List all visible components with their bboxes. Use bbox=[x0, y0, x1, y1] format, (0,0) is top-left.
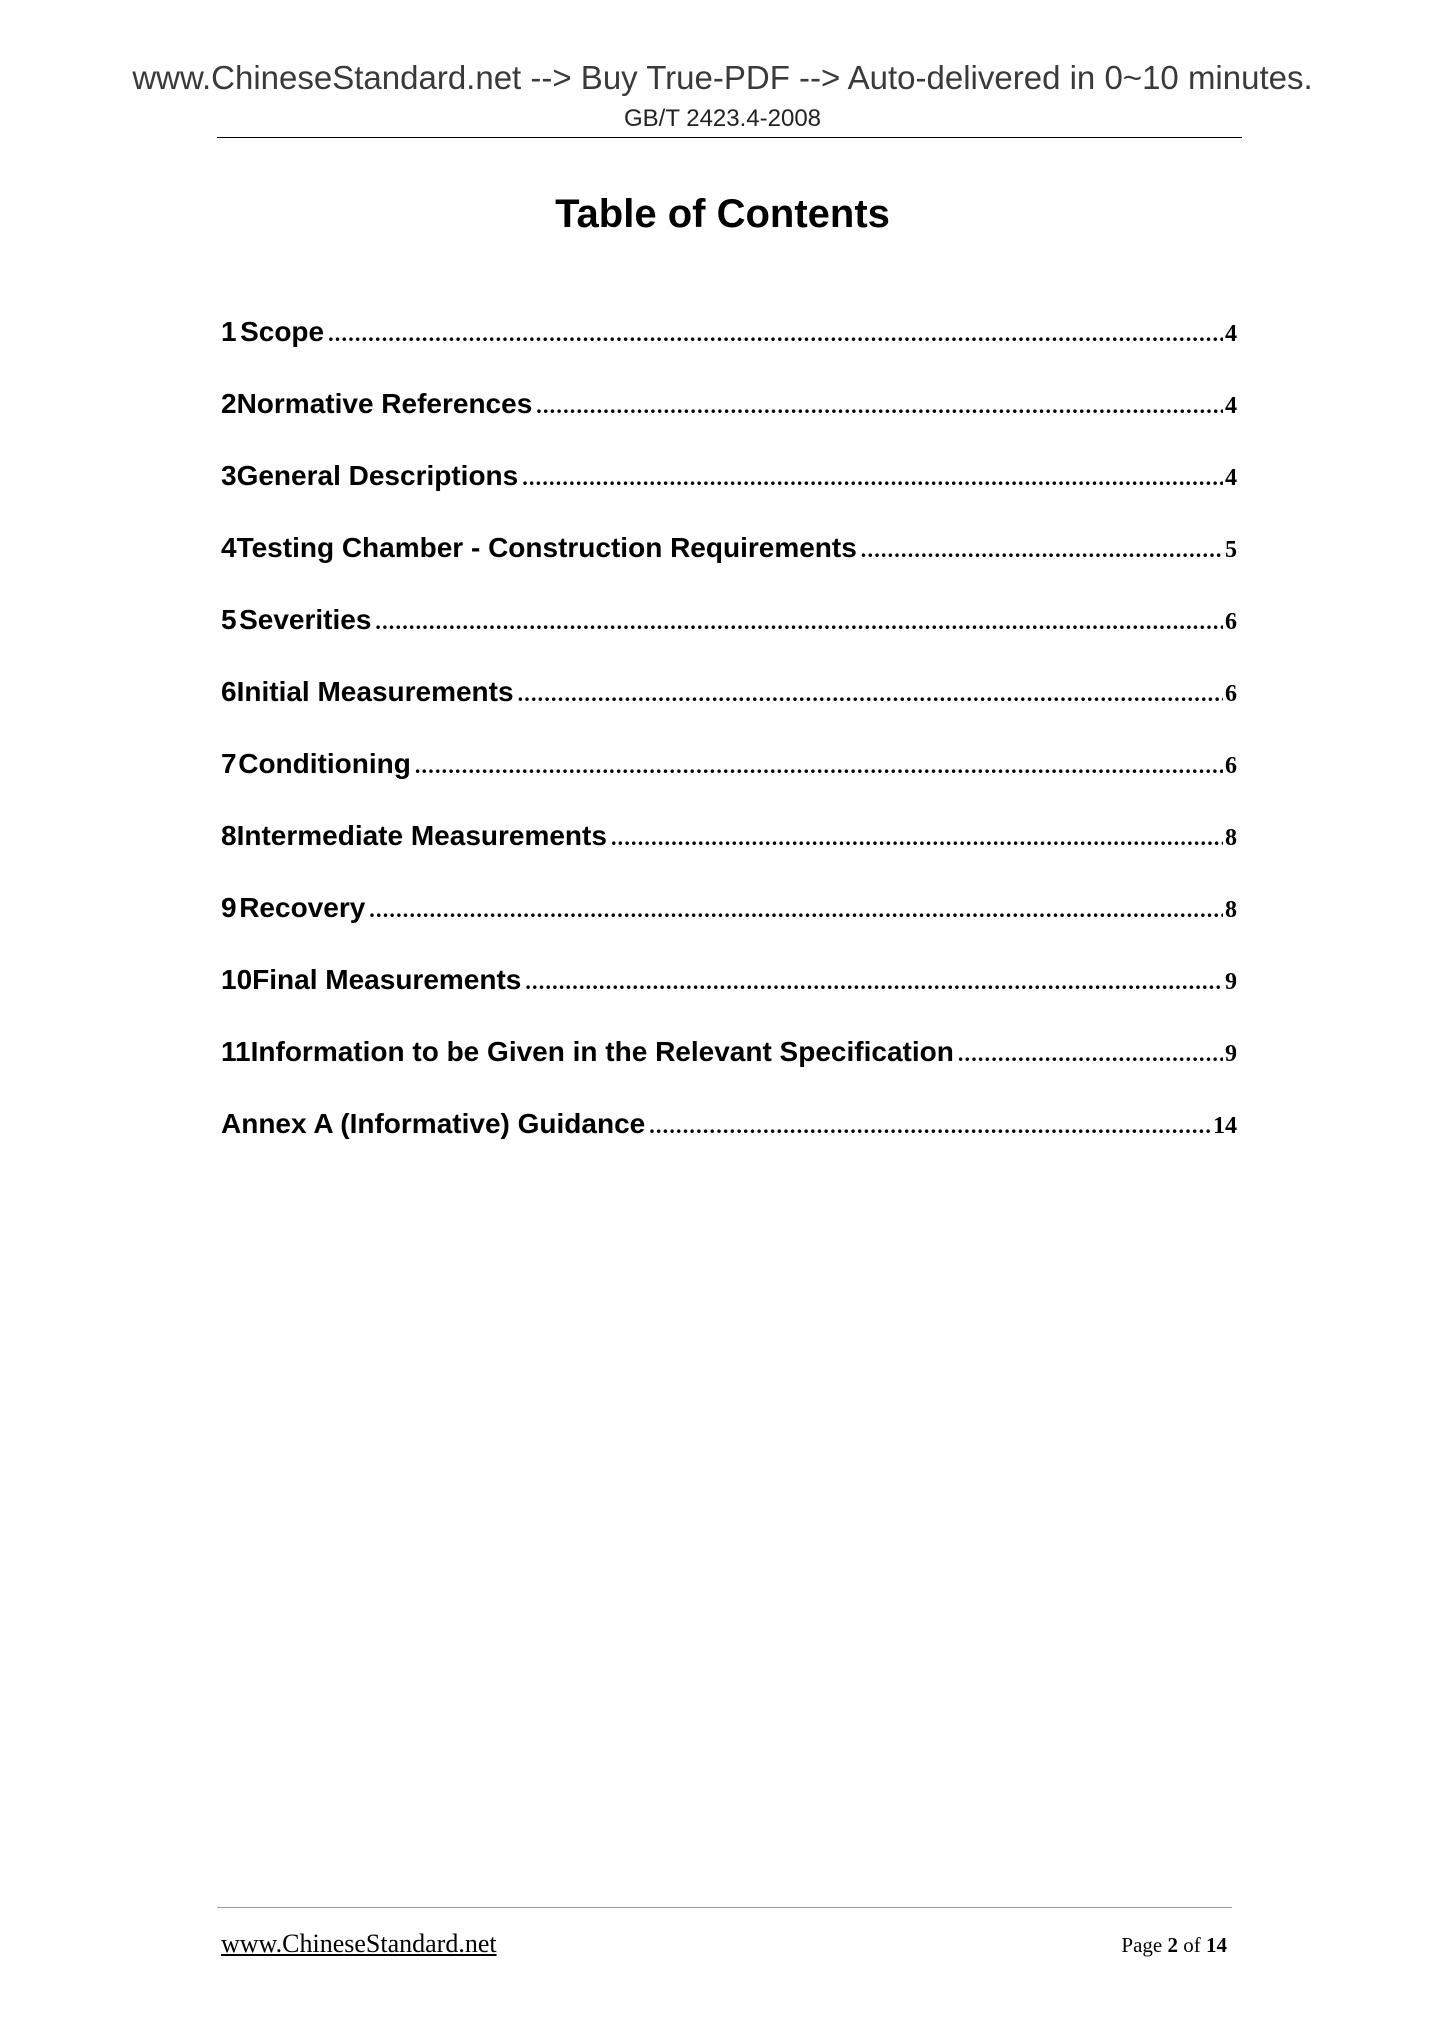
dot-leader bbox=[415, 746, 1223, 786]
toc-entry-label: Annex A (Informative) Guidance bbox=[221, 1108, 646, 1139]
toc-entry-number: 3 bbox=[221, 460, 237, 491]
toc-entry-page: 4 bbox=[1225, 465, 1237, 491]
toc-entry-label: Final Measurements bbox=[252, 964, 522, 995]
dot-leader bbox=[861, 530, 1223, 570]
toc-entry-page: 6 bbox=[1225, 609, 1237, 635]
toc-entry-information-specification[interactable] bbox=[221, 1032, 1237, 1104]
table-of-contents bbox=[221, 312, 1237, 1176]
page-current: 2 bbox=[1167, 1933, 1178, 1957]
dot-leader bbox=[958, 1034, 1223, 1074]
toc-entry-label: Normative References bbox=[236, 388, 533, 419]
toc-entry-label: General Descriptions bbox=[236, 460, 519, 491]
footer-site-link[interactable]: www.ChineseStandard.net bbox=[221, 1929, 497, 1958]
standard-code: GB/T 2423.4-2008 bbox=[623, 105, 822, 132]
toc-entry-label: Testing Chamber - Construction Requirements bbox=[236, 532, 857, 563]
toc-entry-number: 7 bbox=[221, 748, 237, 779]
dot-leader bbox=[611, 818, 1223, 858]
dot-leader bbox=[328, 314, 1223, 354]
toc-entry-page: 4 bbox=[1225, 321, 1237, 347]
toc-entry-label: Intermediate Measurements bbox=[236, 820, 607, 851]
toc-entry-scope[interactable] bbox=[221, 312, 1237, 384]
toc-entry-page: 4 bbox=[1225, 393, 1237, 419]
dot-leader bbox=[522, 458, 1223, 498]
page-total: 14 bbox=[1206, 1933, 1227, 1957]
toc-entry-number: 4 bbox=[221, 532, 237, 563]
toc-entry-annex-a[interactable] bbox=[221, 1104, 1237, 1176]
toc-entry-general-descriptions[interactable] bbox=[221, 456, 1237, 528]
dot-leader bbox=[375, 602, 1223, 642]
toc-entry-intermediate-measurements[interactable] bbox=[221, 816, 1237, 888]
toc-entry-number: 2 bbox=[221, 388, 237, 419]
toc-entry-page: 5 bbox=[1225, 537, 1237, 563]
toc-entry-severities[interactable] bbox=[221, 600, 1237, 672]
toc-entry-final-measurements[interactable] bbox=[221, 960, 1237, 1032]
toc-entry-page: 9 bbox=[1225, 1041, 1237, 1067]
page-indicator bbox=[1121, 1930, 1227, 1960]
toc-entry-page: 9 bbox=[1225, 969, 1237, 995]
toc-entry-label: Recovery bbox=[239, 892, 366, 923]
header-divider bbox=[217, 137, 1242, 138]
dot-leader bbox=[369, 890, 1223, 930]
toc-entry-number: 8 bbox=[221, 820, 237, 851]
toc-entry-label: Conditioning bbox=[238, 748, 411, 779]
site-banner: www.ChineseStandard.net --> Buy True-PDF --> Auto-delivered in 0~10 minutes. bbox=[132, 59, 1313, 96]
toc-entry-page: 6 bbox=[1225, 753, 1237, 779]
toc-entry-number: 11 bbox=[221, 1036, 251, 1067]
toc-entry-label: Initial Measurements bbox=[236, 676, 514, 707]
toc-entry-page: 6 bbox=[1225, 681, 1237, 707]
page-word: Page bbox=[1121, 1933, 1163, 1957]
toc-entry-number: 1 bbox=[221, 316, 237, 347]
toc-entry-page: 14 bbox=[1213, 1113, 1237, 1139]
dot-leader bbox=[536, 386, 1223, 426]
toc-entry-number: 5 bbox=[221, 604, 237, 635]
footer-divider bbox=[217, 1907, 1232, 1908]
toc-entry-number: 6 bbox=[221, 676, 237, 707]
toc-entry-page: 8 bbox=[1225, 825, 1237, 851]
toc-entry-number: 10 bbox=[221, 964, 253, 995]
toc-entry-recovery[interactable] bbox=[221, 888, 1237, 960]
toc-entry-conditioning[interactable] bbox=[221, 744, 1237, 816]
toc-entry-initial-measurements[interactable] bbox=[221, 672, 1237, 744]
page-of: of bbox=[1183, 1933, 1201, 1957]
toc-entry-normative-references[interactable] bbox=[221, 384, 1237, 456]
toc-title: Table of Contents bbox=[555, 192, 890, 236]
toc-entry-label: Information to be Given in the Relevant Specification bbox=[250, 1036, 954, 1067]
dot-leader bbox=[649, 1106, 1211, 1146]
dot-leader bbox=[518, 674, 1223, 714]
dot-leader bbox=[525, 962, 1223, 1002]
toc-entry-page: 8 bbox=[1225, 897, 1237, 923]
toc-entry-label: Severities bbox=[239, 604, 372, 635]
toc-entry-testing-chamber[interactable] bbox=[221, 528, 1237, 600]
toc-entry-label: Scope bbox=[240, 316, 325, 347]
toc-entry-number: 9 bbox=[221, 892, 237, 923]
